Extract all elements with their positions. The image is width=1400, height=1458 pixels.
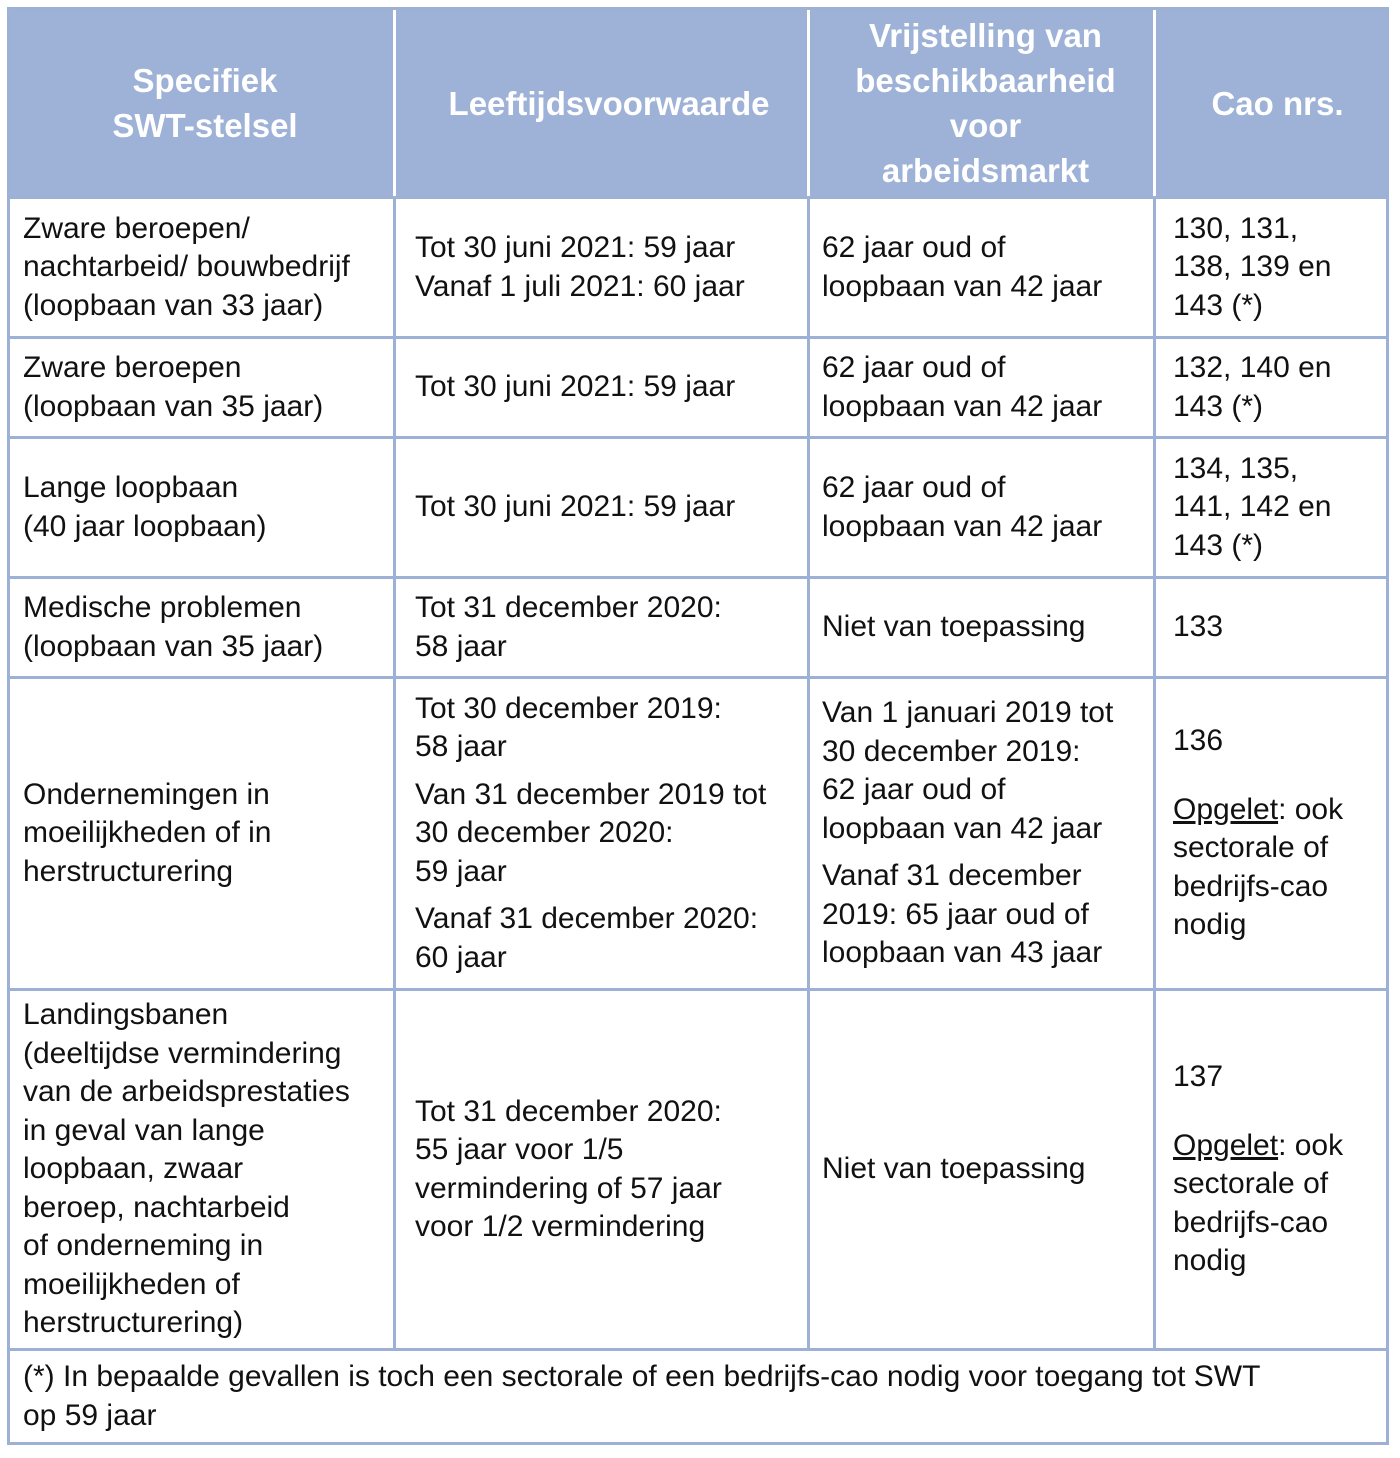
exemption-cell: 62 jaar oud of loopbaan van 42 jaar: [822, 471, 1103, 543]
exemption-cell: 62 jaar oud of loopbaan van 42 jaar: [822, 351, 1103, 423]
cao-note: Opgelet: ook sectorale of bedrijfs-cao nodig: [1173, 1128, 1344, 1278]
regime-cell: Zware beroepen/ nachtarbeid/ bouwbedrijf (loopbaan van 33 jaar): [23, 211, 350, 322]
footnote: (*) In bepaalde gevallen is toch een sectorale of een bedrijfs-cao nodig voor toegang tot SWT op 59 jaar: [23, 1360, 1261, 1432]
age-condition-cell: Tot 30 juni 2021: 59 jaar: [415, 490, 736, 524]
cao-cell: 132, 140 en 143 (*): [1173, 351, 1332, 423]
age-condition-block: Vanaf 31 december 2020: 60 jaar: [415, 902, 759, 974]
table-row: [10, 436, 1386, 576]
age-condition-cell: [396, 679, 807, 988]
header-cao-nrs: Cao nrs.: [1211, 84, 1344, 122]
exemption-block: Van 1 januari 2019 tot 30 december 2019: 62 jaar oud of loopbaan van 42 jaar: [822, 696, 1114, 845]
header-vrijstelling: Vrijstelling van beschikbaarheid voor arbeidsmarkt: [855, 17, 1116, 189]
table-row: [10, 336, 1386, 436]
exemption-cell: Niet van toepassing: [822, 610, 1086, 644]
exemption-cell: Niet van toepassing: [822, 1152, 1086, 1186]
age-condition-cell: Tot 31 december 2020: 55 jaar voor 1/5 vermindering of 57 jaar voor 1/2 vermindering: [415, 1094, 722, 1243]
exemption-cell: [810, 679, 1153, 988]
age-condition-block: Tot 30 december 2019: 58 jaar: [415, 691, 722, 764]
note-label: Opgelet: [1173, 792, 1279, 826]
footnote-row: [10, 1348, 1386, 1442]
regime-cell: Zware beroepen (loopbaan van 35 jaar): [23, 351, 324, 423]
regime-cell: Ondernemingen in moeilijkheden of in herstructurering: [23, 777, 272, 888]
cao-number: 137: [1173, 1060, 1224, 1094]
regime-cell: Landingsbanen (deeltijdse vermindering van de arbeidsprestaties in geval van lange loopbaan, zwaar beroep, nachtarbeid of onderneming in moeilijkheden of herstructurering): [23, 998, 350, 1340]
table-header-row: [10, 10, 1386, 196]
swt-table: [7, 7, 1389, 1445]
cao-cell: [1156, 679, 1386, 988]
table-row: [10, 676, 1386, 988]
table-row: [10, 576, 1386, 676]
cao-note: Opgelet: ook sectorale of bedrijfs-cao nodig: [1173, 792, 1344, 942]
age-condition-block: Van 31 december 2019 tot 30 december 2020: 59 jaar: [415, 777, 767, 888]
cao-cell: 130, 131, 138, 139 en 143 (*): [1173, 211, 1332, 322]
cao-cell: 134, 135, 141, 142 en 143 (*): [1173, 451, 1332, 562]
exemption-cell: 62 jaar oud of loopbaan van 42 jaar: [822, 231, 1103, 303]
note-label: Opgelet: [1173, 1128, 1279, 1162]
age-condition-cell: Tot 31 december 2020: 58 jaar: [415, 591, 722, 663]
age-condition-cell: Tot 30 juni 2021: 59 jaar Vanaf 1 juli 2021: 60 jaar: [415, 231, 745, 303]
cao-number: 136: [1173, 724, 1224, 758]
cao-cell: 133: [1173, 610, 1224, 644]
regime-cell: Lange loopbaan (40 jaar loopbaan): [23, 471, 267, 543]
table-row: [10, 988, 1386, 1348]
header-leeftijdsvoorwaarde: Leeftijdsvoorwaarde: [448, 84, 770, 122]
age-condition-cell: Tot 30 juni 2021: 59 jaar: [415, 370, 736, 404]
header-specifiek-swt-stelsel: Specifiek SWT-stelsel: [112, 62, 298, 144]
regime-cell: Medische problemen (loopbaan van 35 jaar): [23, 591, 324, 663]
cao-cell: [1156, 991, 1386, 1348]
table-row: [10, 196, 1386, 336]
exemption-block: Vanaf 31 december 2019: 65 jaar oud of loopbaan van 43 jaar: [822, 859, 1103, 970]
